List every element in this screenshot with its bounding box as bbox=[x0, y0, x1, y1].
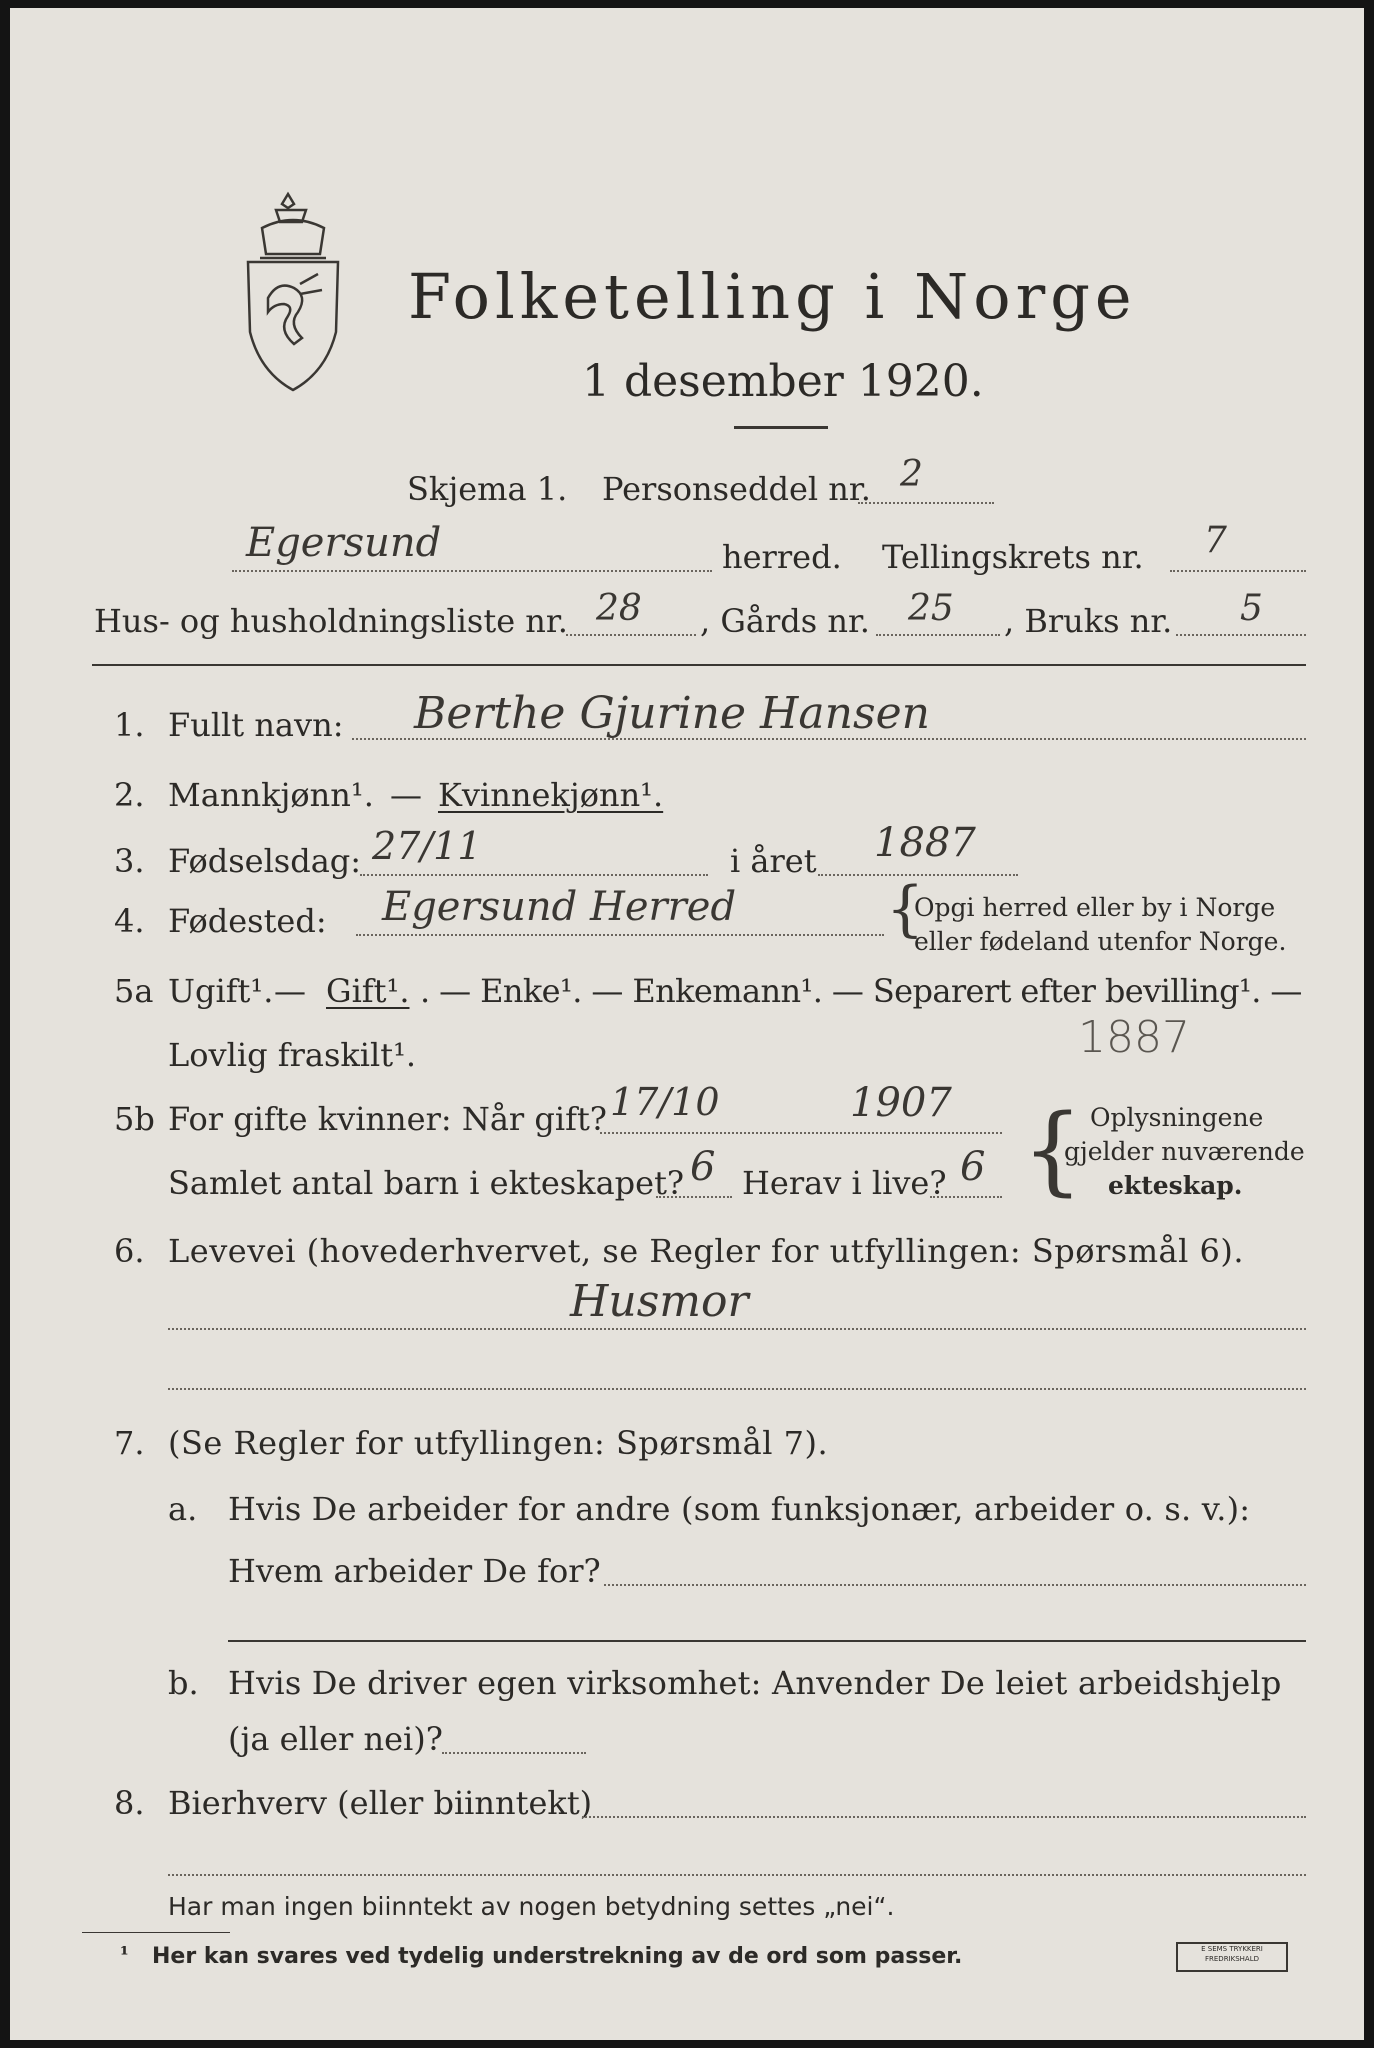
q2-number: 2. bbox=[114, 776, 145, 814]
q5b-brace: { bbox=[1022, 1094, 1084, 1206]
herred-label: herred. bbox=[722, 538, 842, 576]
personseddel-label: Personseddel nr. bbox=[602, 470, 871, 508]
full-name-value: Berthe Gjurine Hansen bbox=[414, 688, 930, 739]
q5a-separator: — bbox=[274, 972, 306, 1010]
title-divider bbox=[734, 426, 828, 429]
full-name-label: Fullt navn: bbox=[168, 706, 344, 744]
printer-stamp-line1: E SEMS TRYKKERI bbox=[1201, 1945, 1263, 1953]
q5a-number: 5a bbox=[114, 972, 154, 1010]
margin-annotation: 1887 bbox=[1078, 1012, 1190, 1063]
female-option-underlined: Kvinnekjønn¹. bbox=[438, 776, 664, 814]
husliste-value: 28 bbox=[596, 588, 642, 629]
q7b-text: Hvis De driver egen virksomhet: Anvender De leiet arbeidshjelp bbox=[228, 1664, 1282, 1702]
printer-stamp bbox=[1176, 1942, 1288, 1972]
q3-number: 3. bbox=[114, 842, 145, 880]
birthplace-note-2: eller fødeland utenfor Norge. bbox=[914, 927, 1287, 956]
q1-number: 1. bbox=[114, 706, 145, 744]
spouse-note-1: Oplysningene bbox=[1090, 1103, 1264, 1132]
marriage-year-value: 1907 bbox=[850, 1080, 952, 1126]
form-date: 1 desember 1920. bbox=[582, 356, 984, 407]
birth-year-label: i året bbox=[730, 842, 817, 880]
side-income-note: Har man ingen biinntekt av nogen betydning settes „nei“. bbox=[168, 1892, 895, 1921]
printer-stamp-line2: FREDRIKSHALD bbox=[1204, 1955, 1259, 1963]
spouse-note-2: gjelder nuværende bbox=[1064, 1137, 1305, 1166]
marriage-date-value: 17/10 bbox=[610, 1080, 720, 1124]
occupation-value: Husmor bbox=[570, 1276, 749, 1327]
gards-value: 25 bbox=[908, 588, 954, 629]
q6-number: 6. bbox=[114, 1232, 145, 1270]
tellingskrets-value: 7 bbox=[1204, 520, 1227, 561]
unmarried-option: Ugift¹. bbox=[168, 972, 274, 1010]
birth-year-value: 1887 bbox=[874, 820, 976, 866]
footnote-text: Her kan svares ved tydelig understrekning av de ord som passer. bbox=[152, 1944, 963, 1969]
q7-label: (Se Regler for utfyllingen: Spørsmål 7). bbox=[168, 1424, 829, 1462]
birthplace-note-1: Opgi herred eller by i Norge bbox=[914, 893, 1276, 922]
birthplace-value: Egersund Herred bbox=[382, 884, 737, 930]
occupation-label: Levevei (hovederhvervet, se Regler for utfyllingen: Spørsmål 6). bbox=[168, 1232, 1245, 1270]
q7b-yesno-label: (ja eller nei)? bbox=[228, 1720, 443, 1758]
personseddel-value: 2 bbox=[900, 454, 923, 495]
header-divider bbox=[92, 664, 1306, 666]
gards-label: , Gårds nr. bbox=[700, 602, 870, 640]
bruks-label: , Bruks nr. bbox=[1004, 602, 1173, 640]
q7b-letter: b. bbox=[168, 1664, 199, 1702]
q7a-employer-label: Hvem arbeider De for? bbox=[228, 1552, 601, 1590]
q7a-text: Hvis De arbeider for andre (som funksjonær, arbeider o. s. v.): bbox=[228, 1490, 1251, 1528]
form-title: Folketelling i Norge bbox=[408, 260, 1137, 333]
married-option-underlined: Gift¹. bbox=[326, 972, 410, 1010]
spouse-note-3: ekteskap. bbox=[1108, 1171, 1243, 1200]
herred-value: Egersund bbox=[246, 520, 442, 566]
male-option: Mannkjønn¹. bbox=[168, 776, 374, 814]
footnote-divider bbox=[82, 1932, 230, 1933]
divorced-option: Lovlig fraskilt¹. bbox=[168, 1036, 417, 1074]
tellingskrets-label: Tellingskrets nr. bbox=[882, 538, 1144, 576]
marital-rest-options: . — Enke¹. — Enkemann¹. — Separert efter bevilling¹. — bbox=[420, 972, 1302, 1010]
footnote-mark: ¹ bbox=[120, 1942, 129, 1966]
q4-number: 4. bbox=[114, 902, 145, 940]
norwegian-coat-of-arms-icon bbox=[238, 188, 348, 394]
alive-value: 6 bbox=[960, 1144, 986, 1190]
census-form-page bbox=[10, 8, 1364, 2040]
q8-number: 8. bbox=[114, 1784, 145, 1822]
birthplace-label: Fødested: bbox=[168, 902, 327, 940]
alive-label: Herav i live? bbox=[742, 1164, 947, 1202]
children-value: 6 bbox=[690, 1144, 716, 1190]
side-income-label: Bierhverv (eller biinntekt) bbox=[168, 1784, 593, 1822]
q5b-number: 5b bbox=[114, 1100, 155, 1138]
birthday-label: Fødselsdag: bbox=[168, 842, 362, 880]
q7-number: 7. bbox=[114, 1424, 145, 1462]
birthday-value: 27/11 bbox=[372, 824, 482, 868]
q2-separator: — bbox=[390, 776, 422, 814]
q4-brace: { bbox=[886, 874, 925, 944]
husliste-label: Hus- og husholdningsliste nr. bbox=[94, 602, 568, 640]
children-label: Samlet antal barn i ekteskapet? bbox=[168, 1164, 685, 1202]
skjema-label: Skjema 1. bbox=[407, 470, 568, 508]
bruks-value: 5 bbox=[1240, 588, 1263, 629]
q7a-letter: a. bbox=[168, 1490, 198, 1528]
married-when-label: For gifte kvinner: Når gift? bbox=[168, 1100, 607, 1138]
